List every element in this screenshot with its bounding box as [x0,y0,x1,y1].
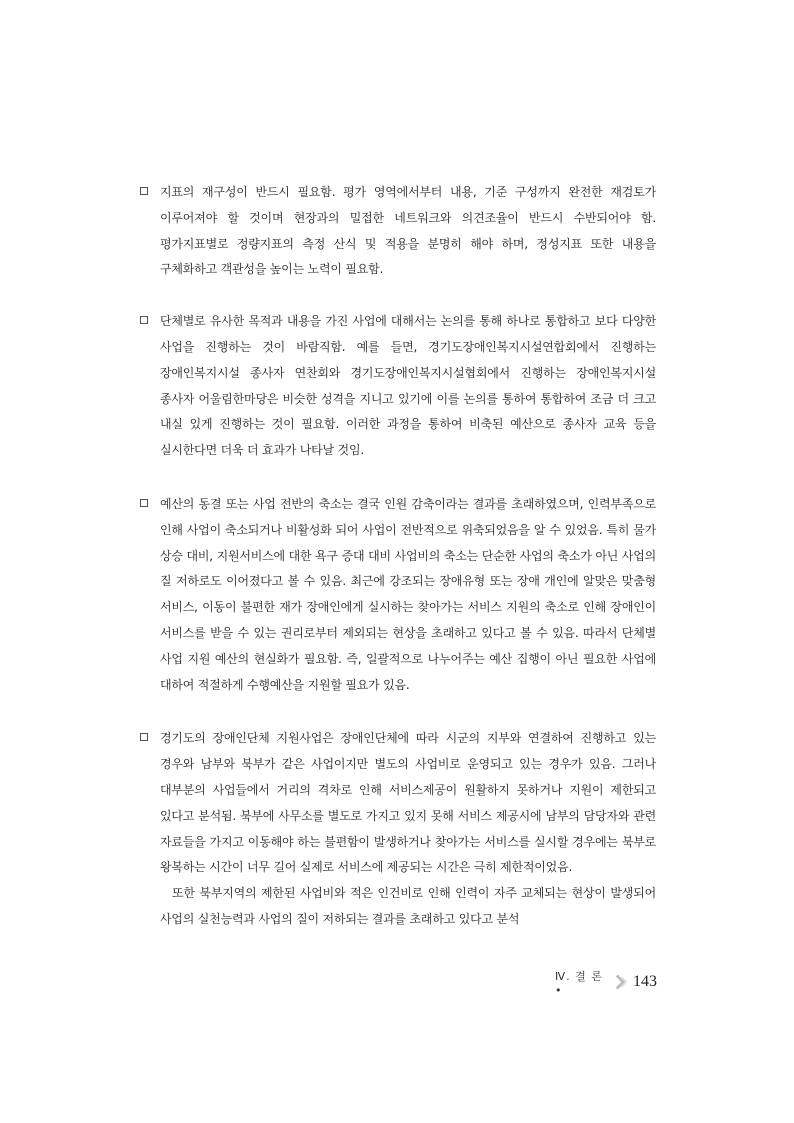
paragraph-text: 예산의 동결 또는 사업 전반의 축소는 결국 인원 감축이라는 결과를 초래하였으며, 인력부족으로 인해 사업이 축소되거나 비활성화 되어 사업이 전반적으로 위축되었음을 알 수 있었음. 특히 물가 상승 대비, 지원서비스에 대한 욕구 증대 대비 사업비의 축소는 단순한 사업의 축소가 아닌 사업의 질 저하로도 이어졌다고 볼 수 있음. 최근에 강조되는 장애유형 또는 장애 개인에 알맞은 맞춤형 서비스, 이동이 불편한 재가 장애인에게 실시하는 찾아가는 서비스 지원의 축소로 인해 장애인이 서비스를 받을 수 있는 권리로부터 제외되는 현상을 초래하고 있다고 볼 수 있음. 따라서 단체별 사업 지원 예산의 현실화가 필요함. 즉, 일괄적으로 나누어주는 예산 집행이 아닌 필요한 사업에 대하여 적절하게 수행예산을 지원할 필요가 있음. [160,496,656,692]
bullet-item-2 [138,309,656,464]
page-footer [555,969,657,997]
bullet-item-1 [138,180,656,283]
chapter-label: Ⅳ. 결 론 • [555,969,603,997]
paragraph-continuation: 또한 북부지역의 제한된 사업비와 적은 인건비로 인해 인력이 자주 교체되는 현상이 발생되어 사업의 실천능력과 사업의 질이 저하되는 결과를 초래하고 있다고 분석 [160,886,656,926]
paragraph-text: 경기도의 장애인단체 지원사업은 장애인단체에 따라 시군의 지부와 연결하여 진행하고 있는 경우와 남부와 북부가 같은 사업이지만 별도의 사업비로 운영되고 있는 경우가 있음. 그러나 대부분의 사업들에서 거리의 격차로 인해 서비스제공이 원활하지 못하거나 지원이 제한되고 있다고 분석됨. 북부에 사무소를 별도로 가지고 있지 못해 서비스 제공시에 남부의 담당자와 관련 자료들을 가지고 이동해야 하는 불편함이 발생하거나 찾아가는 서비스를 실시할 경우에는 북부로 왕복하는 시간이 너무 길어 실제로 서비스에 제공되는 시간은 극히 제한적이었음. [160,731,656,875]
square-bullet-icon [140,499,148,507]
square-bullet-icon [140,733,148,741]
square-bullet-icon [140,316,148,324]
square-bullet-icon [140,187,148,195]
bullet-item-3 [138,492,656,698]
bullet-item-4 [138,726,656,932]
page-number: 143 [633,973,657,990]
chevron-right-icon [614,973,629,991]
paragraph-text: 지표의 재구성이 반드시 필요함. 평가 영역에서부터 내용, 기준 구성까지 완전한 재검토가 이루어져야 할 것이며 현장과의 밀접한 네트워크와 의견조율이 반드시 수반되어야 함. 평가지표별로 정량지표의 측정 산식 및 적용을 분명히 해야 하며, 정성지표 또한 내용을 구체화하고 객관성을 높이는 노력이 필요함. [160,185,656,277]
paragraph-text: 단체별로 유사한 목적과 내용을 가진 사업에 대해서는 논의를 통해 하나로 통합하고 보다 다양한 사업을 진행하는 것이 바람직함. 예를 들면, 경기도장애인복지시설연합회에서 진행하는 장애인복지시설 종사자 연찬회와 경기도장애인복지시설협회에서 진행하는 장애인복지시설 종사자 어울림한마당은 비슷한 성격을 지니고 있기에 이를 논의를 통하여 통합하여 조금 더 크고 내실 있게 진행하는 것이 필요함. 이러한 과정을 통하여 비축된 예산으로 종사자 교육 등을 실시한다면 더욱 더 효과가 나타날 것임. [160,314,656,458]
main-content [138,180,656,959]
